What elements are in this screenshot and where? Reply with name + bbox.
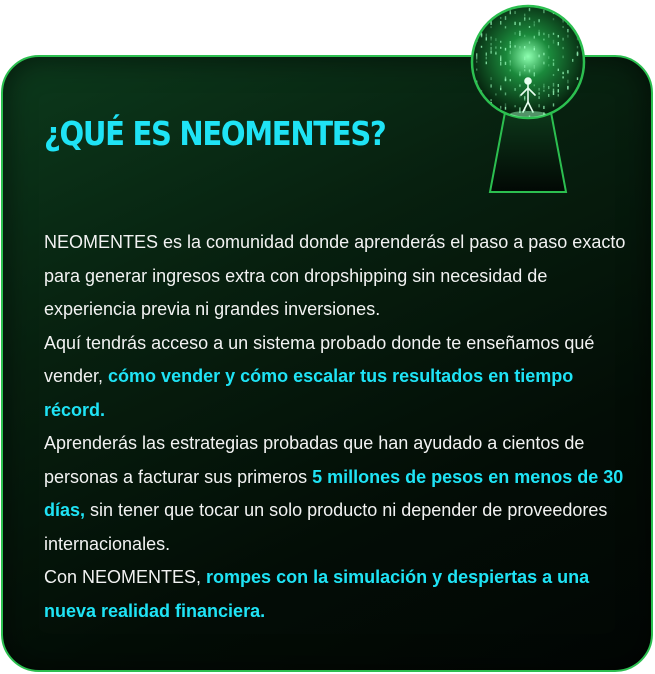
paragraph-3-highlight: 5 millones de pesos en menos de 30 días, xyxy=(44,466,624,520)
paragraph-4-highlight: rompes con la simulación y despiertas a una nueva realidad financiera. xyxy=(44,567,590,621)
paragraph-3 xyxy=(44,427,634,561)
paragraph-2-text: Aquí tendrás acceso a un sistema probado donde te enseñamos qué vender, xyxy=(44,332,595,386)
section-body xyxy=(44,226,634,628)
paragraph-4 xyxy=(44,561,634,628)
paragraph-2 xyxy=(44,327,634,428)
keyhole-matrix-icon xyxy=(466,2,590,198)
paragraph-2-highlight: cómo vender y cómo escalar tus resultados en tiempo récord. xyxy=(44,366,574,420)
paragraph-3-text-end: sin tener que tocar un solo producto ni depender de proveedores internacionales. xyxy=(44,500,608,554)
paragraph-1-text: NEOMENTES es la comunidad donde aprenderás el paso a paso exacto para generar ingresos extra con dropshipping sin necesidad de experiencia previa ni grandes inversiones. xyxy=(44,232,626,319)
paragraph-3-text: Aprenderás las estrategias probadas que han ayudado a cientos de personas a facturar sus primeros xyxy=(44,433,585,487)
paragraph-4-text: Con NEOMENTES, xyxy=(44,567,207,587)
section-title: ¿QUÉ ES NEOMENTES? xyxy=(44,114,386,153)
paragraph-1 xyxy=(44,226,634,327)
